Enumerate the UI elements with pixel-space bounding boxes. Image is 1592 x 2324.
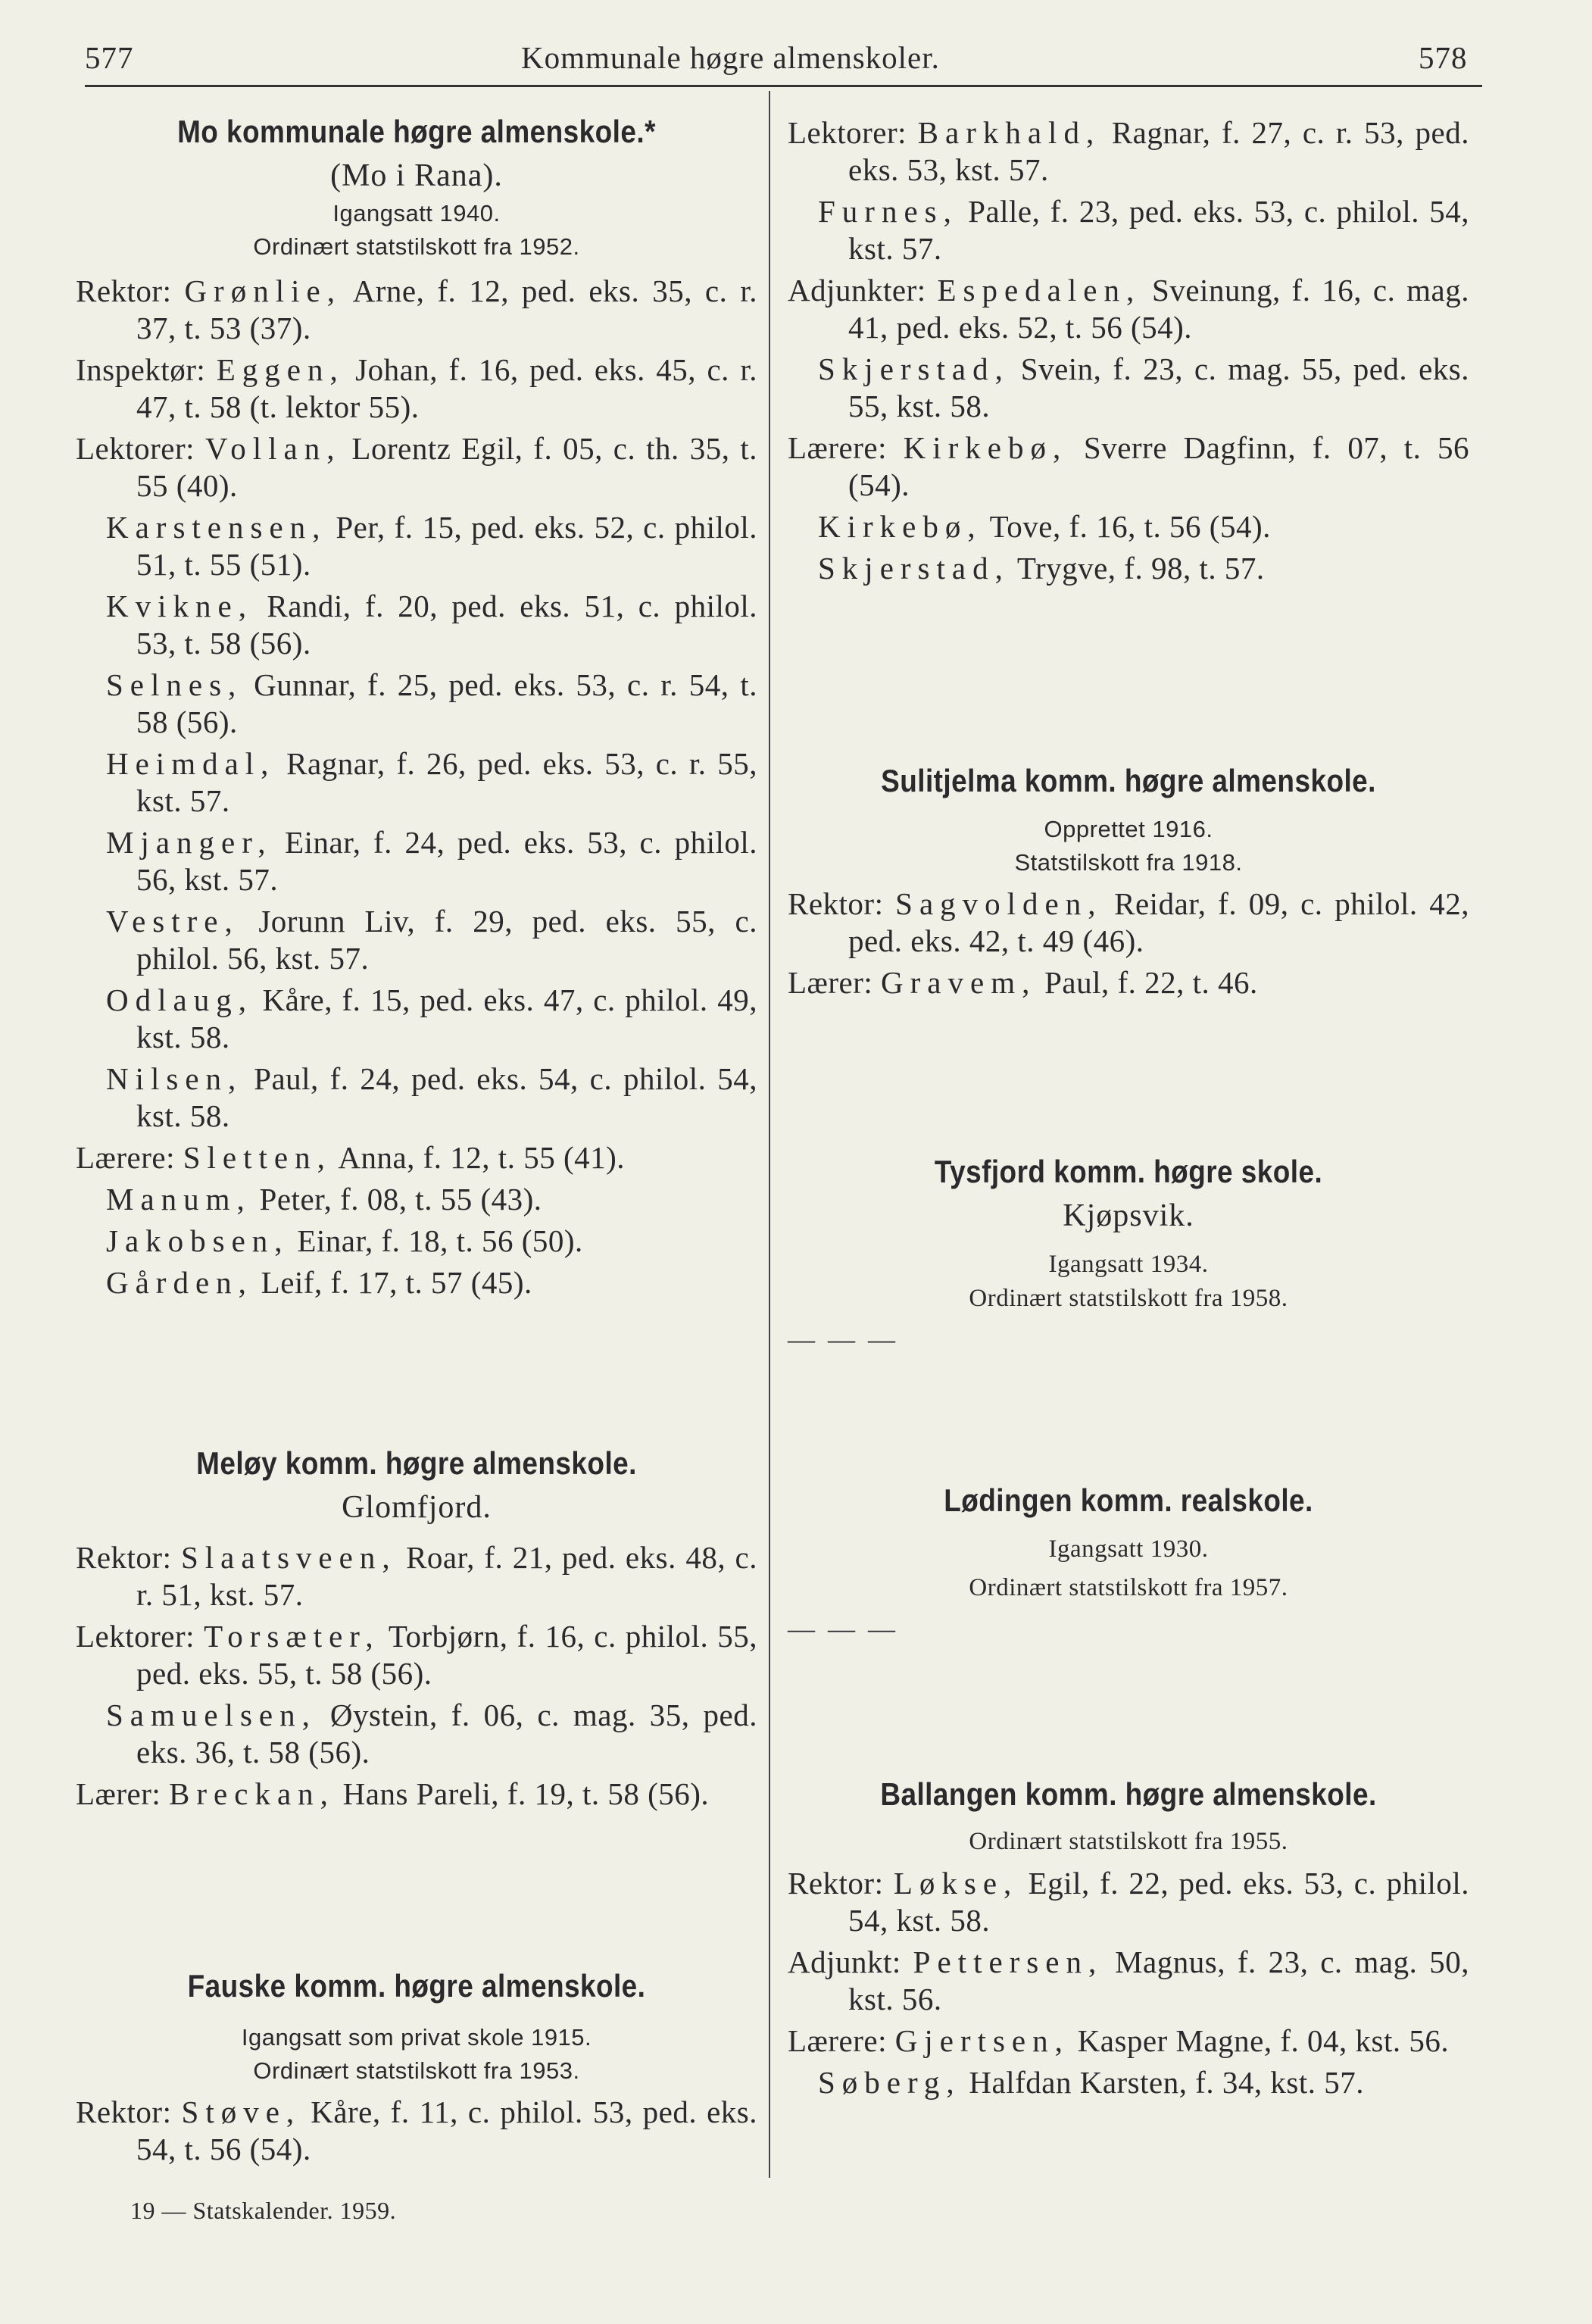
staff-role: Lektorer: bbox=[788, 115, 907, 150]
section-meloy bbox=[76, 1445, 757, 1813]
section-fauske bbox=[76, 1968, 757, 2168]
section-ballangen bbox=[788, 1776, 1469, 2101]
staff-entry bbox=[788, 508, 1469, 545]
section-note: Statstilskott fra 1918. bbox=[1014, 849, 1243, 876]
staff-role: Lærere: bbox=[76, 1140, 175, 1175]
staff-role: Rektor: bbox=[76, 1540, 172, 1575]
staff-surname: Slaatsveen, bbox=[180, 1540, 397, 1575]
staff-details: Hans Pareli, f. 19, t. 58 (56). bbox=[334, 1776, 710, 1811]
staff-surname: Kirkebø, bbox=[818, 509, 982, 544]
staff-entry bbox=[76, 1060, 757, 1135]
staff-details: Arne, f. 12, ped. eks. 35, c. r. 37, t. 53 (37). bbox=[136, 273, 757, 345]
staff-details: Sveinung, f. 16, c. mag. 41, ped. eks. 52, t. 56 (54). bbox=[848, 273, 1469, 345]
staff-surname: Espedalen, bbox=[937, 273, 1141, 308]
section-note: Ordinært statstilskott fra 1957. bbox=[969, 1574, 1288, 1601]
section-tysfjord bbox=[788, 1154, 1469, 1355]
right-column bbox=[788, 110, 1470, 2100]
page-number-right: 578 bbox=[1419, 40, 1468, 75]
section-title: Sulitjelma komm. høgre almenskole. bbox=[881, 763, 1376, 798]
section-note: Ordinært statstilskott fra 1955. bbox=[969, 1828, 1288, 1855]
entry-list bbox=[76, 273, 757, 1301]
staff-surname: Mjanger, bbox=[106, 825, 273, 860]
staff-surname: Nilsen, bbox=[106, 1061, 243, 1096]
staff-role: Rektor: bbox=[76, 273, 172, 308]
staff-entry bbox=[76, 903, 757, 977]
section-note: Ordinært statstilskott fra 1958. bbox=[969, 1285, 1288, 1312]
section-note: Ordinært statstilskott fra 1952. bbox=[253, 233, 580, 260]
entry-list bbox=[788, 886, 1469, 1001]
section-title: Tysfjord komm. høgre skole. bbox=[934, 1154, 1323, 1189]
staff-details: Paul, f. 24, ped. eks. 54, c. philol. 54, kst. 58. bbox=[136, 1061, 757, 1133]
staff-details: Peter, f. 08, t. 55 (43). bbox=[251, 1182, 542, 1217]
staff-entry bbox=[76, 745, 757, 820]
staff-role: Adjunkter: bbox=[788, 273, 926, 308]
staff-details: Gunnar, f. 25, ped. eks. 53, c. r. 54, t. 58 (56). bbox=[136, 667, 757, 739]
page-footer: 19 — Statskalender. 1959. bbox=[130, 2197, 397, 2224]
staff-entry bbox=[76, 273, 757, 347]
staff-details: Einar, f. 18, t. 56 (50). bbox=[289, 1223, 583, 1258]
staff-entry bbox=[76, 1264, 757, 1301]
staff-details: Roar, f. 21, ped. eks. 48, c. r. 51, kst. 57. bbox=[136, 1540, 758, 1612]
staff-surname: Skjerstad, bbox=[818, 351, 1010, 386]
left-column bbox=[76, 114, 758, 2166]
staff-details: Kåre, f. 11, c. philol. 53, ped. eks. 54, t. 56 (54). bbox=[136, 2094, 758, 2166]
staff-surname: Sletten, bbox=[183, 1140, 332, 1175]
staff-details: Ragnar, f. 26, ped. eks. 53, c. r. 55, kst. 57. bbox=[136, 746, 757, 818]
staff-surname: Furnes, bbox=[818, 194, 958, 229]
staff-surname: Gjertsen, bbox=[894, 2023, 1069, 2058]
staff-details: Kasper Magne, f. 04, kst. 56. bbox=[1069, 2023, 1450, 2058]
section-sulitjelma bbox=[788, 763, 1469, 1001]
staff-surname: Sagvolden, bbox=[895, 886, 1103, 921]
staff-surname: Løkse, bbox=[893, 1866, 1019, 1901]
staff-surname: Støve, bbox=[181, 2094, 301, 2129]
staff-entry bbox=[788, 351, 1469, 425]
staff-details: Anna, f. 12, t. 55 (41). bbox=[331, 1140, 626, 1175]
staff-details: Svein, f. 23, c. mag. 55, ped. eks. 55, kst. 58. bbox=[848, 351, 1469, 423]
staff-role: Lektorer: bbox=[76, 431, 195, 466]
staff-details: Egil, f. 22, ped. eks. 53, c. philol. 54, kst. 58. bbox=[848, 1866, 1470, 1938]
section-title: Fauske komm. høgre almenskole. bbox=[187, 1968, 646, 2004]
staff-surname: Kvikne, bbox=[106, 589, 253, 623]
staff-entry bbox=[788, 2064, 1469, 2101]
staff-surname: Skjerstad, bbox=[818, 551, 1010, 586]
staff-surname: Søberg, bbox=[818, 2065, 961, 2100]
page-number-left: 577 bbox=[85, 40, 134, 75]
staff-surname: Samuelsen, bbox=[106, 1698, 317, 1732]
staff-details: Jorunn Liv, f. 29, ped. eks. 55, c. philol. 56, kst. 57. bbox=[136, 904, 757, 976]
staff-surname: Vestre, bbox=[106, 904, 239, 939]
section-continued bbox=[788, 114, 1469, 587]
section-title: Mo kommunale høgre almenskole.* bbox=[177, 114, 656, 149]
staff-surname: Torsæter, bbox=[204, 1619, 380, 1654]
staff-surname: Jakobsen, bbox=[106, 1223, 289, 1258]
section-title: Ballangen komm. høgre almenskole. bbox=[880, 1776, 1377, 1812]
staff-role: Lærere: bbox=[788, 2023, 887, 2058]
staff-role: Adjunkt: bbox=[788, 1944, 901, 1979]
staff-details: Per, f. 15, ped. eks. 52, c. philol. 51, t. 55 (51). bbox=[136, 510, 757, 582]
staff-role: Rektor: bbox=[788, 886, 884, 921]
section-note: Opprettet 1916. bbox=[1044, 816, 1213, 842]
staff-surname: Kirkebø, bbox=[903, 430, 1068, 465]
running-title: Kommunale høgre almenskoler. bbox=[521, 40, 940, 75]
staff-surname: Gården, bbox=[106, 1265, 253, 1300]
staff-entry bbox=[788, 430, 1469, 504]
staff-details: Halfdan Karsten, f. 34, kst. 57. bbox=[960, 2065, 1364, 2100]
section-place: Glomfjord. bbox=[342, 1490, 492, 1525]
staff-details: Johan, f. 16, ped. eks. 45, c. r. 47, t. 58 (t. lektor 55). bbox=[136, 352, 758, 424]
staff-surname: Manum, bbox=[106, 1182, 251, 1217]
staff-entry bbox=[76, 824, 757, 898]
section-title: Meløy komm. høgre almenskole. bbox=[196, 1445, 637, 1481]
section-note: Ordinært statstilskott fra 1953. bbox=[253, 2057, 580, 2084]
staff-entry bbox=[788, 272, 1469, 346]
staff-entry bbox=[76, 1139, 757, 1176]
staff-details: Lorentz Egil, f. 05, c. th. 35, t. 55 (40). bbox=[136, 431, 758, 503]
staff-surname: Pettersen, bbox=[913, 1944, 1103, 1979]
staff-entry bbox=[76, 1181, 757, 1218]
staff-entry bbox=[76, 1223, 757, 1260]
section-lodingen bbox=[788, 1482, 1469, 1645]
staff-details: Randi, f. 20, ped. eks. 51, c. philol. 53, t. 58 (56). bbox=[136, 589, 757, 661]
staff-details: Ragnar, f. 27, c. r. 53, ped. eks. 53, kst. 57. bbox=[848, 115, 1469, 187]
staff-entry bbox=[76, 2094, 757, 2168]
staff-role: Rektor: bbox=[76, 2094, 172, 2129]
staff-surname: Breckan, bbox=[169, 1776, 335, 1811]
staff-entry bbox=[76, 1618, 757, 1692]
entry-list bbox=[76, 2094, 757, 2168]
staff-entry bbox=[788, 1944, 1469, 2018]
staff-details: Øystein, f. 06, c. mag. 35, ped. eks. 36, t. 58 (56). bbox=[136, 1698, 757, 1770]
entry-list bbox=[788, 114, 1469, 587]
section-place: Kjøpsvik. bbox=[1063, 1198, 1194, 1233]
staff-entry bbox=[788, 2023, 1469, 2060]
staff-entry bbox=[76, 982, 757, 1056]
section-note: Igangsatt 1930. bbox=[1048, 1535, 1209, 1563]
staff-entry bbox=[76, 1697, 757, 1771]
staff-entry bbox=[788, 114, 1469, 189]
staff-details: Palle, f. 23, ped. eks. 53, c. philol. 54, kst. 57. bbox=[848, 194, 1469, 266]
staff-entry bbox=[76, 509, 757, 583]
staff-entry bbox=[788, 550, 1469, 587]
staff-entry bbox=[76, 430, 757, 504]
staff-entry bbox=[76, 1776, 757, 1813]
staff-details: Paul, f. 22, t. 46. bbox=[1036, 965, 1258, 1000]
no-staff-dashes: — — — bbox=[788, 1324, 898, 1354]
staff-role: Lærer: bbox=[788, 965, 873, 1000]
section-note: Igangsatt 1940. bbox=[332, 200, 501, 226]
staff-details: Einar, f. 24, ped. eks. 53, c. philol. 56, kst. 57. bbox=[136, 825, 757, 897]
staff-role: Lærere: bbox=[788, 430, 887, 465]
section-mo bbox=[76, 114, 757, 1301]
staff-entry bbox=[788, 1865, 1469, 1939]
staff-details: Leif, f. 17, t. 57 (45). bbox=[252, 1265, 532, 1300]
staff-details: Reidar, f. 09, c. philol. 42, ped. eks. 42, t. 49 (46). bbox=[848, 886, 1470, 958]
section-title: Lødingen komm. realskole. bbox=[944, 1482, 1313, 1518]
staff-details: Magnus, f. 23, c. mag. 50, kst. 56. bbox=[848, 1944, 1469, 2016]
staff-entry bbox=[788, 193, 1469, 267]
staff-details: Torbjørn, f. 16, c. philol. 55, ped. eks. 55, t. 58 (56). bbox=[136, 1619, 757, 1691]
staff-surname: Heimdal, bbox=[106, 746, 276, 781]
header-rule bbox=[85, 85, 1482, 87]
staff-details: Sverre Dagfinn, f. 07, t. 56 (54). bbox=[848, 430, 1470, 502]
staff-details: Kåre, f. 15, ped. eks. 47, c. philol. 49, kst. 58. bbox=[136, 982, 757, 1054]
column-divider bbox=[769, 91, 770, 2178]
staff-entry bbox=[76, 1539, 757, 1613]
staff-entry bbox=[788, 964, 1469, 1001]
entry-list bbox=[788, 1865, 1469, 2101]
entry-list bbox=[76, 1539, 757, 1813]
section-note: Igangsatt 1934. bbox=[1048, 1251, 1209, 1278]
no-staff-dashes: — — — bbox=[788, 1613, 898, 1644]
staff-surname: Eggen, bbox=[216, 352, 345, 387]
staff-entry bbox=[76, 351, 757, 426]
section-place: (Mo i Rana). bbox=[330, 158, 503, 193]
staff-role: Lektorer: bbox=[76, 1619, 195, 1654]
section-note: Igangsatt som privat skole 1915. bbox=[241, 2024, 592, 2051]
staff-role: Lærer: bbox=[76, 1776, 161, 1811]
staff-surname: Selnes, bbox=[106, 667, 243, 702]
staff-details: Trygve, f. 98, t. 57. bbox=[1009, 551, 1265, 586]
staff-surname: Odlaug, bbox=[106, 982, 253, 1017]
staff-surname: Grønlie, bbox=[184, 273, 342, 308]
staff-role: Rektor: bbox=[788, 1866, 884, 1901]
staff-entry bbox=[76, 588, 757, 662]
staff-role: Inspektør: bbox=[76, 352, 206, 387]
staff-surname: Karstensen, bbox=[106, 510, 327, 545]
staff-details: Tove, f. 16, t. 56 (54). bbox=[982, 509, 1271, 544]
staff-entry bbox=[788, 886, 1469, 960]
staff-surname: Barkhald, bbox=[917, 115, 1101, 150]
staff-surname: Vollan, bbox=[204, 431, 342, 466]
staff-entry bbox=[76, 667, 757, 741]
staff-surname: Gravem, bbox=[881, 965, 1037, 1000]
